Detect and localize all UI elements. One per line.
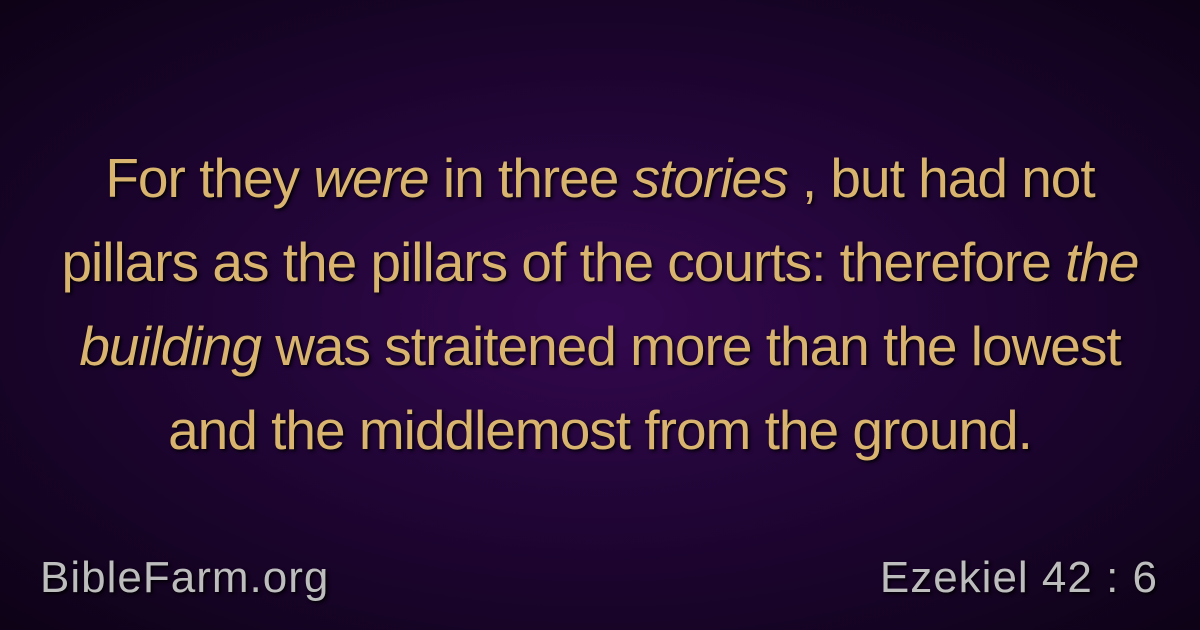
verse-italic-segment: were — [313, 147, 429, 209]
verse-segment: , but had not pillars as the pillars of the courts: therefore — [61, 147, 1095, 293]
verse-segment: was straitened more than the lowest and the middlemost from the ground. — [168, 315, 1121, 461]
verse-reference: Ezekiel 42 : 6 — [879, 553, 1158, 602]
verse-segment: in three — [428, 147, 633, 209]
verse-italic-segment: stories — [632, 147, 788, 209]
verse-text — [40, 136, 1160, 472]
verse-italic-segment: the building — [79, 231, 1139, 377]
verse-segment: For they — [105, 147, 314, 209]
site-name: BibleFarm.org — [40, 553, 330, 602]
